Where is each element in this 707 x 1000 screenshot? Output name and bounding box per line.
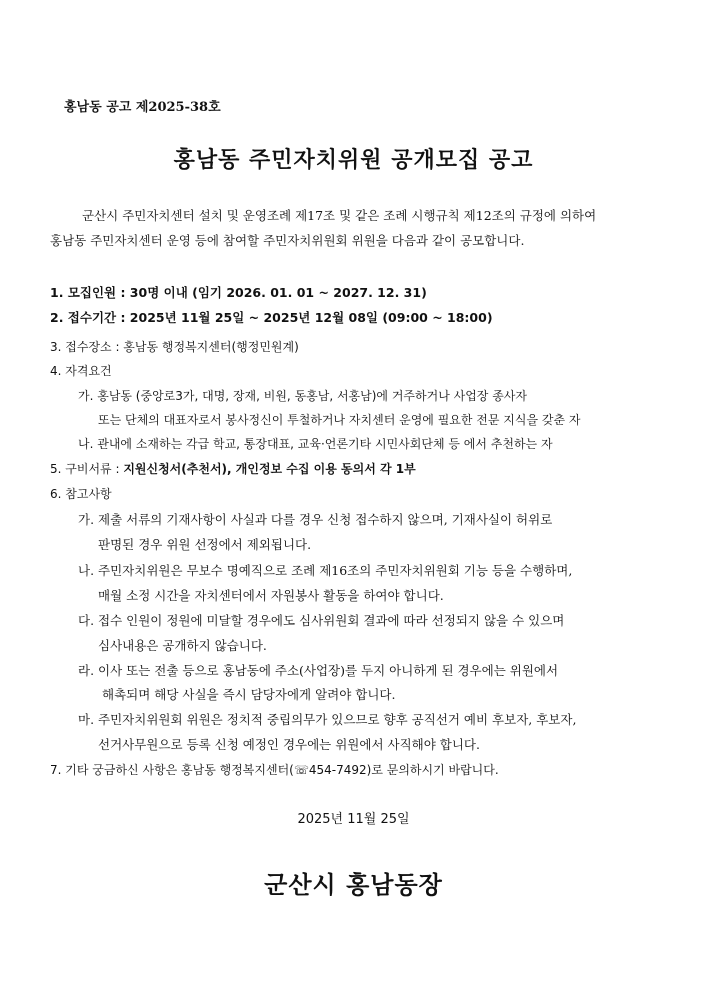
- item-qualifications: 4. 자격요건: [50, 364, 112, 378]
- note-b-cont: 매월 소정 시간을 자치센터에서 자원봉사 활동을 하여야 합니다.: [98, 588, 444, 603]
- qualification-a-cont: 또는 단체의 대표자로서 봉사정신이 투철하거나 자치센터 운영에 필요한 전문 지식을 갖춘 자: [98, 413, 581, 427]
- item-recruit-count: 1. 모집인원 : 30명 이내 (임기 2026. 01. 01 ~ 2027. 12. 31): [50, 285, 427, 300]
- note-c-cont: 심사내용은 공개하지 않습니다.: [98, 638, 267, 653]
- note-b: 나. 주민자치위원은 무보수 명예직으로 조례 제16조의 주민자치위원회 기능 등을 수행하며,: [78, 563, 573, 578]
- notice-date: 2025년 11월 25일: [297, 812, 410, 827]
- note-e-cont: 선거사무원으로 등록 신청 예정인 경우에는 위원에서 사직해야 합니다.: [98, 737, 480, 752]
- notice-number: 홍남동 공고 제2025-38호: [64, 100, 221, 115]
- intro-line-2: 홍남동 주민자치센터 운영 등에 참여할 주민자치위원회 위원을 다음과 같이 공모합니다.: [50, 233, 525, 248]
- page-title: 홍남동 주민자치위원 공개모집 공고: [173, 147, 534, 173]
- intro-line-1: 군산시 주민자치센터 설치 및 운영조례 제17조 및 같은 조례 시행규칙 제12조의 규정에 의하여: [82, 208, 597, 223]
- note-a-cont: 판명된 경우 위원 선정에서 제외됩니다.: [98, 537, 312, 552]
- qualification-a: 가. 홍남동 (중앙로3가, 대명, 장재, 비원, 동홍남, 서홍남)에 거주하거나 사업장 종사자: [78, 389, 527, 403]
- item-notes: 6. 참고사항: [50, 487, 112, 501]
- signature: 군산시 홍남동장: [264, 871, 443, 899]
- item-application-place: 3. 접수장소 : 홍남동 행정복지센터(행정민원계): [50, 340, 299, 354]
- note-d: 라. 이사 또는 전출 등으로 홍남동에 주소(사업장)를 두지 아니하게 된 경우에는 위원에서: [78, 663, 559, 678]
- note-a: 가. 제출 서류의 기재사항이 사실과 다를 경우 신청 접수하지 않으며, 기재사실이 허위로: [78, 512, 553, 527]
- documents-label: 5. 구비서류 :: [50, 462, 124, 476]
- note-d-cont: 해촉되며 해당 사실을 즉시 담당자에게 알려야 합니다.: [102, 687, 396, 702]
- documents-value: 지원신청서(추천서), 개인정보 수집 이용 동의서 각 1부: [123, 462, 416, 476]
- item-inquiry: 7. 기타 궁금하신 사항은 홍남동 행정복지센터(☏454-7492)로 문의하시기 바랍니다.: [50, 763, 499, 777]
- note-c: 다. 접수 인원이 정원에 미달할 경우에도 심사위원회 결과에 따라 선정되지 않을 수 있으며: [78, 613, 565, 628]
- item-application-period: 2. 접수기간 : 2025년 11월 25일 ~ 2025년 12월 08일 (09:00 ~ 18:00): [50, 310, 493, 325]
- note-e: 마. 주민자치위원회 위원은 정치적 중립의무가 있으므로 향후 공직선거 예비 후보자, 후보자,: [78, 712, 577, 727]
- qualification-b: 나. 관내에 소재하는 각급 학교, 통장대표, 교육·언론기타 시민사회단체 등 에서 추천하는 자: [78, 437, 553, 451]
- item-documents: [50, 461, 416, 477]
